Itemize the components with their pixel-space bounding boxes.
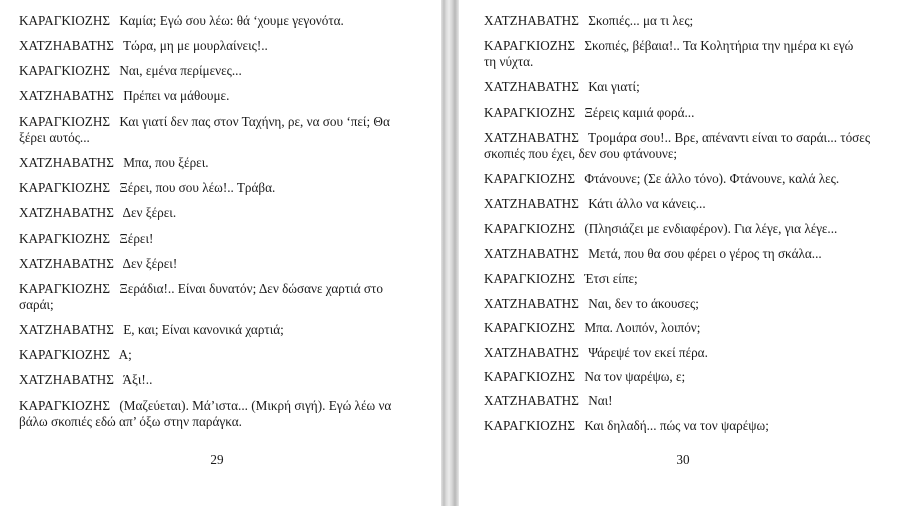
speaker-name: ΧΑΤΖΗΑΒΑΤΗΣ <box>19 205 114 220</box>
line-text-continued: σκοπιές που έχει, δεν σου φτάνουνε; <box>484 146 678 161</box>
line-text: Άξι!.. <box>122 372 153 387</box>
dialogue-line <box>484 130 870 162</box>
line-text: Τώρα, μη με μουρλαίνεις!.. <box>122 38 268 53</box>
line-text: Ξέρει, που σου λέω!.. Τράβα. <box>119 180 276 195</box>
dialogue-line <box>484 105 694 121</box>
speaker-name: ΧΑΤΖΗΑΒΑΤΗΣ <box>484 345 579 360</box>
speaker-name: ΧΑΤΖΗΑΒΑΤΗΣ <box>484 79 579 94</box>
line-text: Α; <box>118 347 132 362</box>
dialogue-line <box>19 398 391 430</box>
dialogue-line <box>19 13 344 29</box>
dialogue-line <box>19 88 229 104</box>
line-text: Ξέρεις καμιά φορά... <box>584 105 695 120</box>
dialogue-line <box>484 171 839 187</box>
dialogue-line <box>484 79 640 95</box>
speaker-name: ΚΑΡΑΓΚΙΟΖΗΣ <box>484 271 576 286</box>
speaker-name: ΧΑΤΖΗΑΒΑΤΗΣ <box>484 393 579 408</box>
speaker-name: ΧΑΤΖΗΑΒΑΤΗΣ <box>19 155 114 170</box>
line-text: Και γιατί δεν πας στον Ταχήνη, ρε, να σου ‘πεί; Θα <box>119 114 390 129</box>
dialogue-line <box>19 322 284 338</box>
line-text: Ναι! <box>588 393 613 408</box>
dialogue-line <box>484 196 706 212</box>
speaker-name: ΚΑΡΑΓΚΙΟΖΗΣ <box>19 231 111 246</box>
page-gutter <box>441 0 459 506</box>
line-text: (Μαζεύεται). Μά’ιστα... (Μικρή σιγή). Εγώ λέω να <box>119 398 392 413</box>
line-text: Ψάρεψέ τον εκεί πέρα. <box>588 345 708 360</box>
speaker-name: ΧΑΤΖΗΑΒΑΤΗΣ <box>484 296 579 311</box>
line-text: Δεν ξέρει. <box>122 205 177 220</box>
dialogue-line <box>19 347 132 363</box>
line-text-continued: τη νύχτα. <box>484 54 534 69</box>
line-text: Πρέπει να μάθουμε. <box>123 88 230 103</box>
left-page <box>0 0 441 506</box>
speaker-name: ΧΑΤΖΗΑΒΑΤΗΣ <box>19 372 114 387</box>
speaker-name: ΚΑΡΑΓΚΙΟΖΗΣ <box>19 281 111 296</box>
speaker-name: ΚΑΡΑΓΚΙΟΖΗΣ <box>19 347 111 362</box>
dialogue-line <box>484 320 700 336</box>
line-text: Καμία; Εγώ σου λέω: θά ‘χουμε γεγονότα. <box>119 13 344 28</box>
line-text: Και γιατί; <box>588 79 640 94</box>
page-number: 30 <box>676 452 690 467</box>
line-text: Τρομάρα σου!.. Βρε, απέναντι είναι το σαράι... τόσες <box>587 130 871 145</box>
speaker-name: ΚΑΡΑΓΚΙΟΖΗΣ <box>19 63 111 78</box>
dialogue-line <box>484 418 769 434</box>
dialogue-line <box>19 231 153 247</box>
speaker-name: ΚΑΡΑΓΚΙΟΖΗΣ <box>484 320 576 335</box>
page-number: 29 <box>210 452 224 467</box>
speaker-name: ΧΑΤΖΗΑΒΑΤΗΣ <box>484 13 579 28</box>
speaker-name: ΚΑΡΑΓΚΙΟΖΗΣ <box>484 38 576 53</box>
line-text: Να τον ψαρέψω, ε; <box>584 369 686 384</box>
dialogue-line <box>484 13 693 29</box>
line-text: Ναι, δεν το άκουσες; <box>588 296 699 311</box>
speaker-name: ΚΑΡΑΓΚΙΟΖΗΣ <box>484 369 576 384</box>
dialogue-line <box>19 38 268 54</box>
line-text: Ναι, εμένα περίμενες... <box>119 63 242 78</box>
speaker-name: ΚΑΡΑΓΚΙΟΖΗΣ <box>19 114 111 129</box>
speaker-name: ΧΑΤΖΗΑΒΑΤΗΣ <box>19 256 114 271</box>
dialogue-line <box>19 256 177 272</box>
line-text: Μπα, που ξέρει. <box>123 155 209 170</box>
dialogue-line <box>484 369 685 385</box>
line-text: Φτάνουνε; (Σε άλλο τόνο). Φτάνουνε, καλά λες. <box>584 171 840 186</box>
dialogue-line <box>19 63 242 79</box>
line-text: Ε, και; Είναι κανονικά χαρτιά; <box>123 322 284 337</box>
dialogue-line <box>484 246 822 262</box>
speaker-name: ΧΑΤΖΗΑΒΑΤΗΣ <box>484 246 579 261</box>
dialogue-line <box>484 271 638 287</box>
speaker-name: ΧΑΤΖΗΑΒΑΤΗΣ <box>19 88 114 103</box>
speaker-name: ΧΑΤΖΗΑΒΑΤΗΣ <box>484 196 579 211</box>
dialogue-line <box>19 155 209 171</box>
speaker-name: ΚΑΡΑΓΚΙΟΖΗΣ <box>484 171 576 186</box>
dialogue-line <box>19 114 390 146</box>
speaker-name: ΧΑΤΖΗΑΒΑΤΗΣ <box>484 130 579 145</box>
line-text: Σκοπιές, βέβαια!.. Τα Κολητήρια την ημέρα κι εγώ <box>584 38 854 53</box>
speaker-name: ΚΑΡΑΓΚΙΟΖΗΣ <box>484 418 576 433</box>
dialogue-line <box>484 393 613 409</box>
line-text: Σκοπιές... μα τι λες; <box>588 13 694 28</box>
line-text: Κάτι άλλο να κάνεις... <box>588 196 706 211</box>
line-text: Ξεράδια!.. Είναι δυνατόν; Δεν δώσανε χαρτιά στο <box>119 281 383 296</box>
dialogue-line <box>484 345 708 361</box>
speaker-name: ΧΑΤΖΗΑΒΑΤΗΣ <box>19 322 114 337</box>
line-text-continued: ξέρει αυτός... <box>19 130 90 145</box>
dialogue-line <box>19 180 275 196</box>
line-text-continued: βάλω σκοπιές εδώ απ’ όξω στην παράγκα. <box>19 414 242 429</box>
line-text: Δεν ξέρει! <box>122 256 178 271</box>
dialogue-line <box>484 296 699 312</box>
speaker-name: ΚΑΡΑΓΚΙΟΖΗΣ <box>19 180 111 195</box>
right-page <box>459 0 901 506</box>
dialogue-line <box>19 205 176 221</box>
speaker-name: ΚΑΡΑΓΚΙΟΖΗΣ <box>19 13 111 28</box>
line-text: Μετά, που θα σου φέρει ο γέρος τη σκάλα... <box>588 246 822 261</box>
line-text: Μπα. Λοιπόν, λοιπόν; <box>584 320 701 335</box>
dialogue-line <box>19 372 152 388</box>
line-text: (Πλησιάζει με ενδιαφέρον). Για λέγε, για λέγε... <box>584 221 838 236</box>
dialogue-line <box>19 281 383 313</box>
dialogue-line <box>484 38 853 70</box>
speaker-name: ΚΑΡΑΓΚΙΟΖΗΣ <box>484 221 576 236</box>
speaker-name: ΚΑΡΑΓΚΙΟΖΗΣ <box>484 105 576 120</box>
dialogue-line <box>484 221 837 237</box>
line-text: Ξέρει! <box>119 231 154 246</box>
speaker-name: ΚΑΡΑΓΚΙΟΖΗΣ <box>19 398 111 413</box>
line-text-continued: σαράι; <box>19 297 54 312</box>
line-text: Έτσι είπε; <box>584 271 638 286</box>
line-text: Και δηλαδή... πώς να τον ψαρέψω; <box>584 418 769 433</box>
speaker-name: ΧΑΤΖΗΑΒΑΤΗΣ <box>19 38 114 53</box>
